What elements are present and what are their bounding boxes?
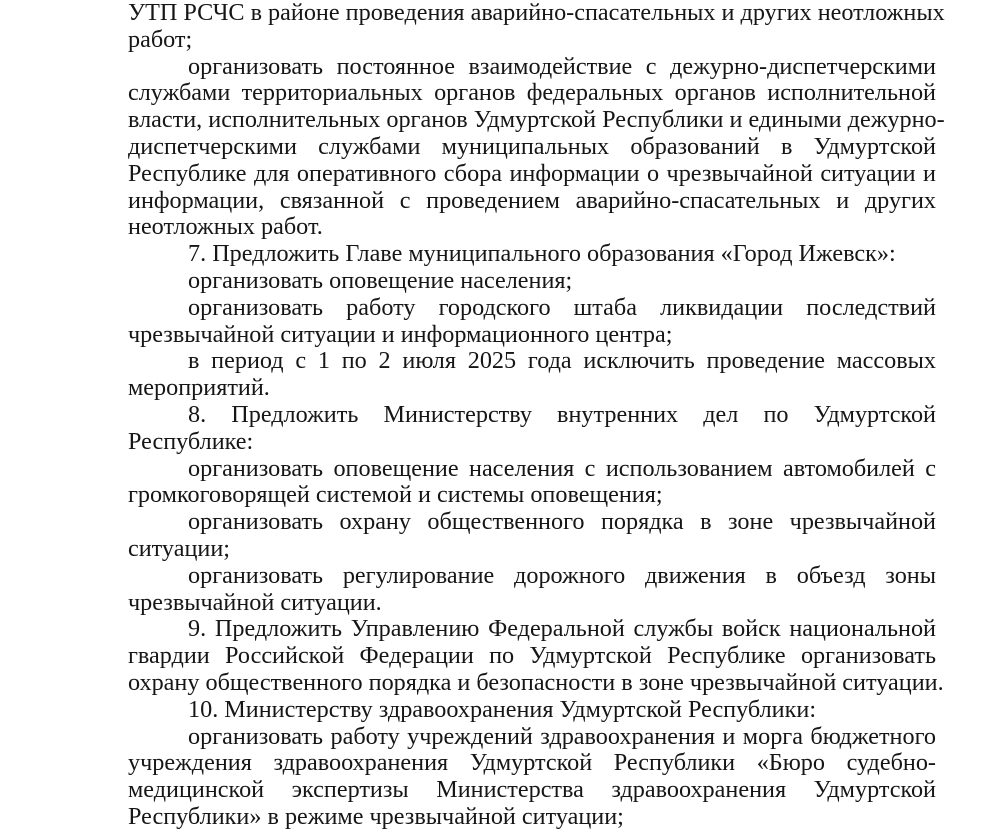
document-line: чрезвычайной ситуации.: [128, 588, 382, 616]
document-line: работ;: [128, 25, 193, 53]
document-line: Республике для оперативного сбора информации о чрезвычайной ситуации и: [128, 159, 936, 187]
document-body: [128, 0, 945, 831]
document-line: организовать регулирование дорожного движения в объезд зоны: [188, 561, 936, 589]
document-line: организовать оповещение населения;: [188, 266, 573, 294]
document-line: учреждения здравоохранения Удмуртской Республики «Бюро судебно-: [128, 749, 936, 777]
document-line: 7. Предложить Главе муниципального образования «Город Ижевск»:: [188, 240, 896, 268]
document-line: информации, связанной с проведением аварийно-спасательных и других: [128, 186, 936, 214]
document-line: организовать работу городского штаба ликвидации последствий: [188, 293, 936, 321]
document-line: громкоговорящей системой и системы оповещения;: [128, 481, 663, 509]
document-line: службами территориальных органов федеральных органов исполнительной: [128, 79, 936, 107]
document-line: гвардии Российской Федерации по Удмуртской Республике организовать: [128, 642, 936, 670]
document-line: мероприятий.: [128, 374, 270, 402]
document-line: ситуации;: [128, 534, 230, 562]
document-line: диспетчерскими службами муниципальных образований в Удмуртской: [128, 132, 936, 160]
document-line: Республике:: [128, 427, 254, 455]
document-line: охрану общественного порядка и безопасности в зоне чрезвычайной ситуации.: [128, 668, 944, 696]
document-line: организовать охрану общественного порядка в зоне чрезвычайной: [188, 508, 936, 536]
document-line: 9. Предложить Управлению Федеральной службы войск национальной: [188, 615, 936, 643]
document-line: Республики» в режиме чрезвычайной ситуации;: [128, 802, 624, 830]
document-line: 10. Министерству здравоохранения Удмуртской Республики:: [188, 695, 817, 723]
document-line: чрезвычайной ситуации и информационного центра;: [128, 320, 673, 348]
document-line: УТП РСЧС в районе проведения аварийно-спасательных и других неотложных: [128, 0, 945, 26]
document-line: власти, исполнительных органов Удмуртской Республики и едиными дежурно-: [128, 106, 945, 134]
document-line: неотложных работ.: [128, 213, 323, 241]
document-line: организовать работу учреждений здравоохранения и морга бюджетного: [188, 722, 936, 750]
document-line: медицинской экспертизы Министерства здравоохранения Удмуртской: [128, 776, 936, 804]
document-line: в период с 1 по 2 июля 2025 года исключить проведение массовых: [188, 347, 936, 375]
document-line: организовать оповещение населения с использованием автомобилей с: [188, 454, 936, 482]
document-line: 8. Предложить Министерству внутренних дел по Удмуртской: [188, 400, 936, 428]
document-line: организовать постоянное взаимодействие с дежурно-диспетчерскими: [188, 52, 936, 80]
